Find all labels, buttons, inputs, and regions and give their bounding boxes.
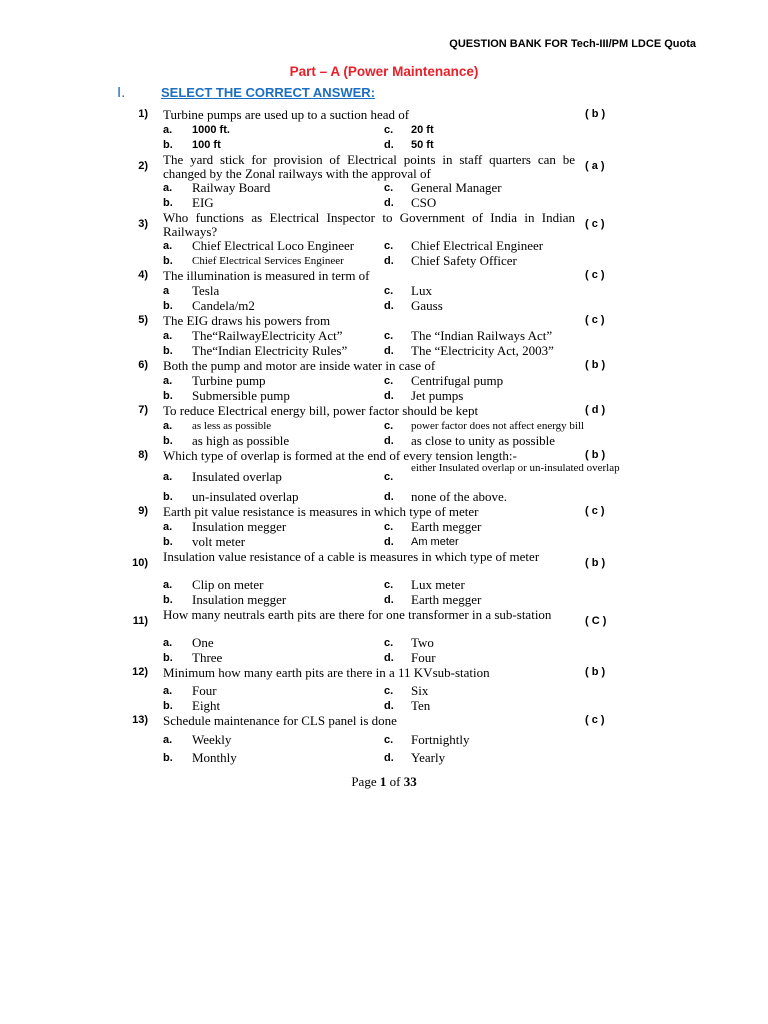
- answer-key: ( b ): [585, 666, 606, 678]
- question-number: 12): [132, 666, 148, 678]
- question-text: Which type of overlap is formed at the end of every tension length:-: [163, 448, 517, 463]
- option-letter: d.: [384, 652, 394, 664]
- option-text: Lux: [411, 283, 432, 298]
- option-row: [0, 181, 768, 196]
- option-row: [0, 751, 768, 769]
- option-row: [0, 329, 768, 344]
- option-letter: d.: [384, 139, 394, 151]
- question-text: The illumination is measured in term of: [163, 268, 370, 283]
- option-letter: a.: [163, 685, 173, 697]
- question-number: 10): [132, 557, 148, 569]
- option-letter: d.: [384, 345, 394, 357]
- option-letter: c.: [384, 521, 394, 533]
- section-title: SELECT THE CORRECT ANSWER:: [161, 85, 376, 100]
- option-text: Candela/m2: [192, 298, 255, 313]
- option-text: either Insulated overlap or un-insulated overlap: [411, 462, 620, 474]
- section-number: I.: [117, 84, 126, 101]
- option-text: Chief Electrical Services Engineer: [192, 255, 344, 267]
- question-row: [0, 108, 768, 123]
- option-letter: c.: [384, 734, 394, 746]
- option-letter: a.: [163, 579, 173, 591]
- question-list: [0, 108, 768, 769]
- option-text: Yearly: [411, 750, 446, 765]
- option-letter: b.: [163, 345, 173, 357]
- option-row: [0, 520, 768, 535]
- option-letter: d.: [384, 435, 394, 447]
- option-letter: c.: [384, 124, 394, 136]
- option-letter: b.: [163, 594, 173, 606]
- option-letter: d.: [384, 197, 394, 209]
- option-letter: a.: [163, 240, 173, 252]
- footer-page-number: 1: [379, 774, 387, 789]
- footer-of: of: [389, 774, 401, 789]
- question-text: Minimum how many earth pits are there in a 11 KVsub-station: [163, 665, 490, 680]
- option-text: Chief Electrical Loco Engineer: [192, 238, 355, 253]
- question-number: 1): [138, 108, 148, 120]
- option-row: [0, 284, 768, 299]
- option-letter: d.: [384, 491, 394, 503]
- question-row: [0, 666, 768, 684]
- question-row: [0, 153, 768, 181]
- option-letter: d.: [384, 300, 394, 312]
- option-text: Lux meter: [411, 577, 465, 592]
- option-text: Insulated overlap: [192, 469, 282, 484]
- option-text: One: [192, 635, 214, 650]
- answer-key: ( b ): [585, 108, 606, 120]
- option-row: [0, 138, 768, 153]
- question-item: [0, 550, 768, 608]
- question-item: [0, 666, 768, 714]
- option-text: Three: [192, 650, 223, 665]
- option-row: [0, 490, 768, 505]
- option-text: Eight: [192, 698, 221, 713]
- option-text: General Manager: [411, 180, 502, 195]
- option-letter: b.: [163, 139, 173, 151]
- question-number: 6): [138, 359, 148, 371]
- option-letter: b.: [163, 197, 173, 209]
- answer-key: ( c ): [585, 314, 605, 326]
- question-row: [0, 608, 768, 636]
- question-row: [0, 359, 768, 374]
- option-row: [0, 419, 768, 434]
- option-letter: c.: [384, 182, 394, 194]
- question-item: [0, 505, 768, 550]
- option-text: Six: [411, 683, 429, 698]
- question-number: 2): [138, 160, 148, 172]
- option-text: The “Indian Railways Act”: [411, 328, 553, 343]
- answer-key: ( b ): [585, 359, 606, 371]
- option-text: Four: [411, 650, 436, 665]
- option-text: Monthly: [192, 750, 237, 765]
- option-text: EIG: [192, 195, 214, 210]
- option-letter: b.: [163, 390, 173, 402]
- question-item: [0, 714, 768, 769]
- question-item: [0, 153, 768, 211]
- option-letter: c.: [384, 285, 394, 297]
- option-text: Centrifugal pump: [411, 373, 504, 388]
- option-letter: c.: [384, 685, 394, 697]
- option-letter: b.: [163, 491, 173, 503]
- option-row: [0, 196, 768, 211]
- question-number: 4): [138, 269, 148, 281]
- option-row: [0, 636, 768, 651]
- option-text: Two: [411, 635, 434, 650]
- question-item: [0, 608, 768, 666]
- option-text: Insulation megger: [192, 519, 287, 534]
- option-letter: d.: [384, 390, 394, 402]
- option-text: Earth megger: [411, 519, 482, 534]
- question-number: 9): [138, 505, 148, 517]
- option-text: 50 ft: [411, 139, 434, 151]
- option-text: CSO: [411, 195, 437, 210]
- running-header: QUESTION BANK FOR Tech-III/PM LDCE Quota: [449, 38, 696, 50]
- option-letter: a.: [163, 182, 173, 194]
- question-item: [0, 404, 768, 449]
- option-letter: c.: [384, 637, 394, 649]
- option-row: [0, 389, 768, 404]
- option-text: Chief Electrical Engineer: [411, 238, 544, 253]
- question-number: 11): [132, 615, 148, 627]
- option-text: Submersible pump: [192, 388, 290, 403]
- question-text: The EIG draws his powers from: [163, 313, 331, 328]
- question-number: 7): [138, 404, 148, 416]
- option-letter: b.: [163, 700, 173, 712]
- option-letter: b.: [163, 752, 173, 764]
- option-letter: a.: [163, 420, 173, 432]
- question-row: [0, 404, 768, 419]
- option-text: Gauss: [411, 298, 443, 313]
- option-text: Turbine pump: [192, 373, 266, 388]
- option-text: as less as possible: [192, 420, 272, 432]
- page-footer: [0, 774, 768, 790]
- option-text: 100 ft: [192, 139, 221, 151]
- option-text: Four: [192, 683, 217, 698]
- option-row: [0, 733, 768, 751]
- option-text: Ten: [411, 698, 431, 713]
- option-letter: a.: [163, 375, 173, 387]
- option-letter: c.: [384, 471, 394, 483]
- option-letter: b.: [163, 536, 173, 548]
- question-text: Both the pump and motor are inside water in case of: [163, 358, 436, 373]
- option-row: [0, 344, 768, 359]
- footer-page-prefix: Page: [351, 774, 377, 789]
- question-text: Turbine pumps are used up to a suction head of: [163, 107, 410, 122]
- question-text: Who functions as Electrical Inspector to Government of India in Indian Railways?: [163, 210, 575, 239]
- option-text: power factor does not affect energy bill: [411, 420, 585, 432]
- option-text: The “Electricity Act, 2003”: [411, 343, 554, 358]
- option-letter: a.: [163, 124, 173, 136]
- answer-key: ( a ): [585, 160, 605, 172]
- option-text: Tesla: [192, 283, 220, 298]
- part-title: Part – A (Power Maintenance): [289, 64, 479, 79]
- question-text: The yard stick for provision of Electrical points in staff quarters can be changed by the Zonal railways with the approval of: [163, 152, 575, 181]
- option-row: [0, 464, 768, 490]
- question-item: [0, 211, 768, 269]
- option-letter: b.: [163, 300, 173, 312]
- footer-page-total: 33: [403, 774, 417, 789]
- option-row: [0, 535, 768, 550]
- option-text: Am meter: [411, 536, 459, 548]
- option-letter: b.: [163, 435, 173, 447]
- question-item: [0, 314, 768, 359]
- option-text: The“Indian Electricity Rules”: [192, 343, 348, 358]
- option-text: Jet pumps: [411, 388, 464, 403]
- question-row: [0, 314, 768, 329]
- question-item: [0, 108, 768, 153]
- option-letter: b.: [163, 652, 173, 664]
- question-text: How many neutrals earth pits are there for one transformer in a sub-station: [163, 607, 552, 622]
- question-row: [0, 211, 768, 239]
- option-text: Railway Board: [192, 180, 271, 195]
- question-number: 8): [138, 449, 148, 461]
- option-text: The“RailwayElectricity Act”: [192, 328, 343, 343]
- question-text: Insulation value resistance of a cable is measures in which type of meter: [163, 549, 540, 564]
- option-letter: d.: [384, 594, 394, 606]
- option-row: [0, 123, 768, 138]
- option-letter: a.: [163, 637, 173, 649]
- option-text: volt meter: [192, 534, 246, 549]
- question-row: [0, 714, 768, 733]
- question-item: [0, 359, 768, 404]
- option-text: Weekly: [192, 732, 232, 747]
- option-text: Chief Safety Officer: [411, 253, 517, 268]
- option-text: un-insulated overlap: [192, 489, 299, 504]
- question-number: 3): [138, 218, 148, 230]
- option-text: as close to unity as possible: [411, 433, 556, 448]
- option-text: Fortnightly: [411, 732, 470, 747]
- option-letter: a.: [163, 330, 173, 342]
- option-letter: d.: [384, 255, 394, 267]
- option-row: [0, 299, 768, 314]
- option-row: [0, 254, 768, 269]
- option-letter: d.: [384, 536, 394, 548]
- question-text: Earth pit value resistance is measures in which type of meter: [163, 504, 479, 519]
- option-letter: a.: [163, 471, 173, 483]
- answer-key: ( d ): [585, 404, 606, 416]
- answer-key: ( C ): [585, 615, 607, 627]
- question-row: [0, 269, 768, 284]
- question-row: [0, 505, 768, 520]
- option-row: [0, 578, 768, 593]
- question-text: To reduce Electrical energy bill, power factor should be kept: [163, 403, 479, 418]
- question-item: [0, 449, 768, 505]
- answer-key: ( c ): [585, 218, 605, 230]
- option-letter: c.: [384, 579, 394, 591]
- option-row: [0, 434, 768, 449]
- question-item: [0, 269, 768, 314]
- option-row: [0, 374, 768, 389]
- option-letter: d.: [384, 700, 394, 712]
- question-text: Schedule maintenance for CLS panel is done: [163, 713, 397, 728]
- answer-key: ( b ): [585, 557, 606, 569]
- option-letter: c.: [384, 330, 394, 342]
- option-text: Insulation megger: [192, 592, 287, 607]
- option-letter: b.: [163, 255, 173, 267]
- answer-key: ( c ): [585, 714, 605, 726]
- option-letter: a.: [163, 734, 173, 746]
- answer-key: ( c ): [585, 269, 605, 281]
- option-text: Clip on meter: [192, 577, 264, 592]
- option-letter: c.: [384, 375, 394, 387]
- option-letter: a.: [163, 521, 173, 533]
- option-text: 1000 ft.: [192, 124, 230, 136]
- option-row: [0, 593, 768, 608]
- option-row: [0, 684, 768, 699]
- answer-key: ( b ): [585, 449, 606, 461]
- option-row: [0, 651, 768, 666]
- option-letter: c.: [384, 420, 394, 432]
- option-letter: a: [163, 285, 170, 297]
- option-text: as high as possible: [192, 433, 290, 448]
- option-text: none of the above.: [411, 489, 508, 504]
- option-letter: c.: [384, 240, 394, 252]
- option-row: [0, 699, 768, 714]
- option-text: 20 ft: [411, 124, 434, 136]
- answer-key: ( c ): [585, 505, 605, 517]
- question-number: 5): [138, 314, 148, 326]
- question-row: [0, 550, 768, 578]
- option-text: Earth megger: [411, 592, 482, 607]
- question-number: 13): [132, 714, 148, 726]
- option-letter: d.: [384, 752, 394, 764]
- option-row: [0, 239, 768, 254]
